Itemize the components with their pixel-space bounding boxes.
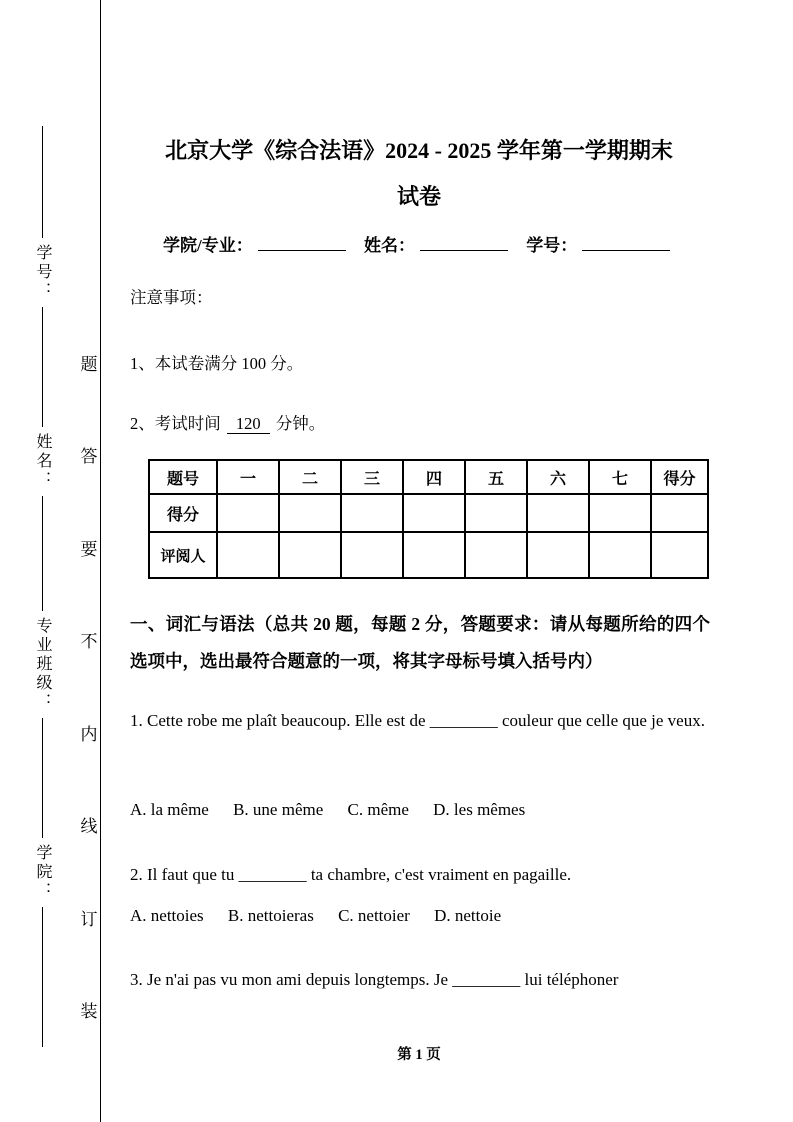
page-number: 第 1 页 [397, 1047, 441, 1063]
option-a: A. nettoies [130, 906, 204, 925]
fill-in-blank-line [42, 907, 43, 1047]
score-cell [589, 494, 651, 532]
exam-title-line2: 试卷 [396, 184, 441, 209]
student-info-line [163, 231, 684, 256]
dept-field [163, 236, 351, 255]
notice-heading: 注意事项： [130, 288, 213, 307]
student-id-field [526, 236, 675, 255]
option-c: C. même [347, 800, 409, 819]
notice-item-2 [130, 410, 325, 434]
score-table-header-cell: 得分 [651, 460, 708, 494]
question-2-options [130, 906, 521, 926]
fill-in-blank-line [42, 307, 43, 427]
marker-row [149, 532, 708, 578]
binding-char: 答 [80, 447, 98, 467]
option-d: D. nettoie [434, 906, 502, 925]
binding-char: 不 [80, 632, 98, 652]
question-1-options [130, 800, 545, 820]
score-cell [651, 494, 708, 532]
score-row [149, 494, 708, 532]
marker-cell [589, 532, 651, 578]
binding-char: 题 [80, 355, 98, 374]
question-3-text: 3. Je n'ai pas vu mon ami depuis longtemps. Je ________ lui téléphoner [130, 970, 619, 989]
option-d: D. les mêmes [433, 800, 526, 819]
binding-char: 要 [80, 539, 98, 559]
marker-cell [651, 532, 708, 578]
marker-cell [403, 532, 465, 578]
marker-cell [527, 532, 589, 578]
section1-heading: 一、词汇与语法（总共 20 题，每题 2 分，答题要求：请从每题所给的四个选项中，选出最符合题意的一项，将其字母标号填入括号内） [130, 614, 710, 671]
score-table-header-cell: 四 [403, 460, 465, 494]
marker-cell [279, 532, 341, 578]
exam-title [130, 128, 708, 220]
score-table-header-cell: 二 [279, 460, 341, 494]
notice-item-1: 1、本试卷满分 100 分。 [130, 354, 304, 373]
score-table-header-cell: 一 [217, 460, 279, 494]
dept-blank-line [258, 235, 346, 251]
binding-char: 订 [80, 909, 98, 929]
option-b: B. nettoieras [227, 906, 314, 925]
name-blank-line [420, 235, 508, 251]
marker-cell [341, 532, 403, 578]
score-table [148, 459, 709, 579]
score-cell [403, 494, 465, 532]
binding-vertical-rule [100, 0, 101, 1122]
marker-cell [217, 532, 279, 578]
score-table-header-cell: 三 [341, 460, 403, 494]
name-label: 姓名： [363, 236, 415, 255]
fill-in-blank-line [42, 718, 43, 838]
fill-in-blank-line [42, 126, 43, 238]
marker-row-label: 评阅人 [149, 532, 217, 578]
score-table-header-cell: 题号 [149, 460, 217, 494]
binding-char: 内 [80, 724, 98, 744]
option-b: B. une même [233, 800, 324, 819]
margin-field-major-class: 专业班级： [34, 617, 51, 712]
question-2-text: 2. Il faut que tu ________ ta chambre, c'est vraiment en pagaille. [130, 865, 572, 884]
exam-title-line1: 北京大学《综合法语》2024 - 2025 学年第一学期期末 [165, 138, 673, 163]
score-cell [217, 494, 279, 532]
score-row-label: 得分 [149, 494, 217, 532]
name-field [364, 236, 513, 255]
score-table-header-cell: 六 [527, 460, 589, 494]
fill-in-blank-line [42, 496, 43, 611]
student-id-label: 学号： [526, 236, 578, 255]
score-cell [341, 494, 403, 532]
binding-char: 线 [80, 817, 98, 837]
margin-field-student-id: 学号： [34, 244, 51, 301]
margin-field-college: 学院： [34, 844, 51, 901]
marker-cell [465, 532, 527, 578]
margin-field-name: 姓名： [34, 433, 51, 490]
student-id-blank-line [582, 235, 670, 251]
notice-item-2-post: 分钟。 [275, 414, 326, 433]
option-a: A. la même [130, 800, 209, 819]
binding-char: 装 [80, 1001, 98, 1021]
score-cell [465, 494, 527, 532]
score-table-header-cell: 七 [589, 460, 651, 494]
score-cell [527, 494, 589, 532]
score-cell [279, 494, 341, 532]
exam-duration-value: 120 [227, 414, 270, 434]
score-table-header-row [149, 460, 708, 494]
dept-label: 学院/专业： [163, 236, 253, 255]
binding-seal-text [78, 350, 100, 1022]
question-1-text: 1. Cette robe me plaît beaucoup. Elle est de ________ couleur que celle que je veux. [130, 711, 705, 730]
notice-item-2-pre: 2、考试时间 [130, 414, 221, 433]
margin-fill-in-fields [30, 126, 54, 1047]
option-c: C. nettoier [338, 906, 410, 925]
score-table-header-cell: 五 [465, 460, 527, 494]
